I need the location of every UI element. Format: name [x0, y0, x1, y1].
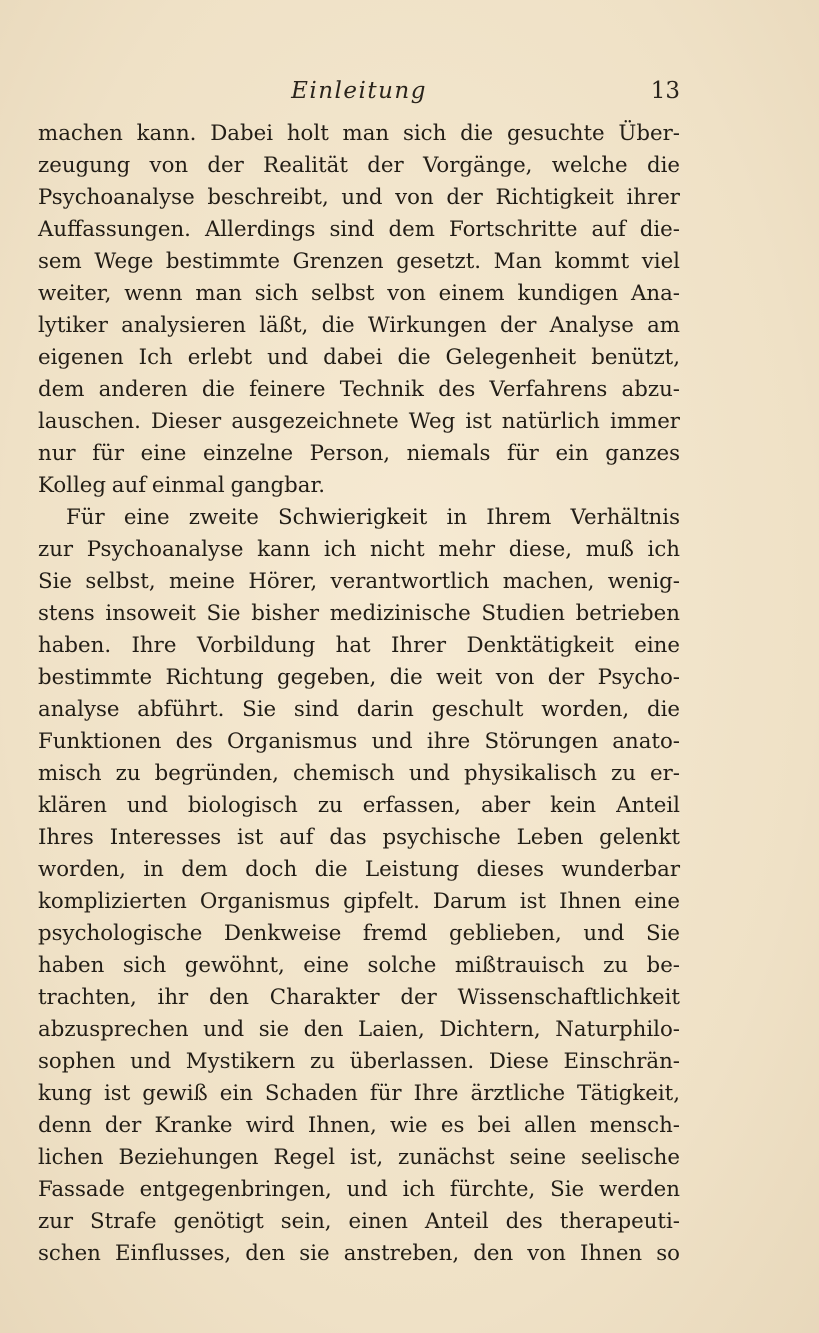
text-line: trachten, ihr den Charakter der Wissenschaftlichkeit: [38, 985, 680, 1010]
page-number: 13: [650, 78, 680, 104]
text-line: komplizierten Organismus gipfelt. Darum ist Ihnen eine: [38, 889, 680, 914]
paragraph-first-line: Für eine zweite Schwierigkeit in Ihrem Verhältnis: [66, 505, 680, 530]
text-line: Fassade entgegenbringen, und ich fürchte, Sie werden: [38, 1177, 680, 1202]
text-line: haben sich gewöhnt, eine solche mißtrauisch zu be-: [38, 953, 680, 978]
text-line: haben. Ihre Vorbildung hat Ihrer Denktätigkeit eine: [38, 633, 680, 658]
text-line: eigenen Ich erlebt und dabei die Gelegenheit benützt,: [38, 345, 680, 370]
text-line: denn der Kranke wird Ihnen, wie es bei allen mensch-: [38, 1113, 680, 1138]
text-line: kung ist gewiß ein Schaden für Ihre ärztliche Tätigkeit,: [38, 1081, 680, 1106]
text-line: misch zu begründen, chemisch und physikalisch zu er-: [38, 761, 680, 786]
text-line: dem anderen die feinere Technik des Verfahrens abzu-: [38, 377, 680, 402]
text-line: zur Psychoanalyse kann ich nicht mehr diese, muß ich: [38, 537, 680, 562]
paragraph-last-line: Kolleg auf einmal gangbar.: [38, 473, 326, 498]
page-header: [38, 78, 680, 112]
text-line: zeugung von der Realität der Vorgänge, welche die: [38, 153, 680, 178]
body-text: [38, 118, 680, 1270]
text-line: weiter, wenn man sich selbst von einem kundigen Ana-: [38, 281, 680, 306]
text-line: Ihres Interesses ist auf das psychische Leben gelenkt: [38, 825, 680, 850]
text-line: Funktionen des Organismus und ihre Störungen anato-: [38, 729, 680, 754]
text-line: bestimmte Richtung gegeben, die weit von der Psycho-: [38, 665, 680, 690]
text-line: klären und biologisch zu erfassen, aber kein Anteil: [38, 793, 680, 818]
text-line: schen Einflusses, den sie anstreben, den von Ihnen so: [38, 1241, 680, 1266]
text-line: machen kann. Dabei holt man sich die gesuchte Über-: [38, 121, 680, 146]
text-line: lichen Beziehungen Regel ist, zunächst seine seelische: [38, 1145, 680, 1170]
running-title: Einleitung: [291, 78, 427, 104]
text-line: analyse abführt. Sie sind darin geschult worden, die: [38, 697, 680, 722]
text-line: Sie selbst, meine Hörer, verantwortlich machen, wenig-: [38, 569, 680, 594]
text-line: sem Wege bestimmte Grenzen gesetzt. Man kommt viel: [38, 249, 680, 274]
text-line: Auffassungen. Allerdings sind dem Fortschritte auf die-: [38, 217, 680, 242]
text-line: stens insoweit Sie bisher medizinische Studien betrieben: [38, 601, 680, 626]
text-line: Psychoanalyse beschreibt, und von der Richtigkeit ihrer: [38, 185, 680, 210]
text-line: nur für eine einzelne Person, niemals für ein ganzes: [38, 441, 680, 466]
text-line: worden, in dem doch die Leistung dieses wunderbar: [38, 857, 680, 882]
text-line: lytiker analysieren läßt, die Wirkungen der Analyse am: [38, 313, 680, 338]
text-line: lauschen. Dieser ausgezeichnete Weg ist natürlich immer: [38, 409, 680, 434]
text-line: abzusprechen und sie den Laien, Dichtern, Naturphilo-: [38, 1017, 680, 1042]
text-line: sophen und Mystikern zu überlassen. Diese Einschrän-: [38, 1049, 680, 1074]
text-line: zur Strafe genötigt sein, einen Anteil des therapeuti-: [38, 1209, 680, 1234]
text-line: psychologische Denkweise fremd geblieben, und Sie: [38, 921, 680, 946]
